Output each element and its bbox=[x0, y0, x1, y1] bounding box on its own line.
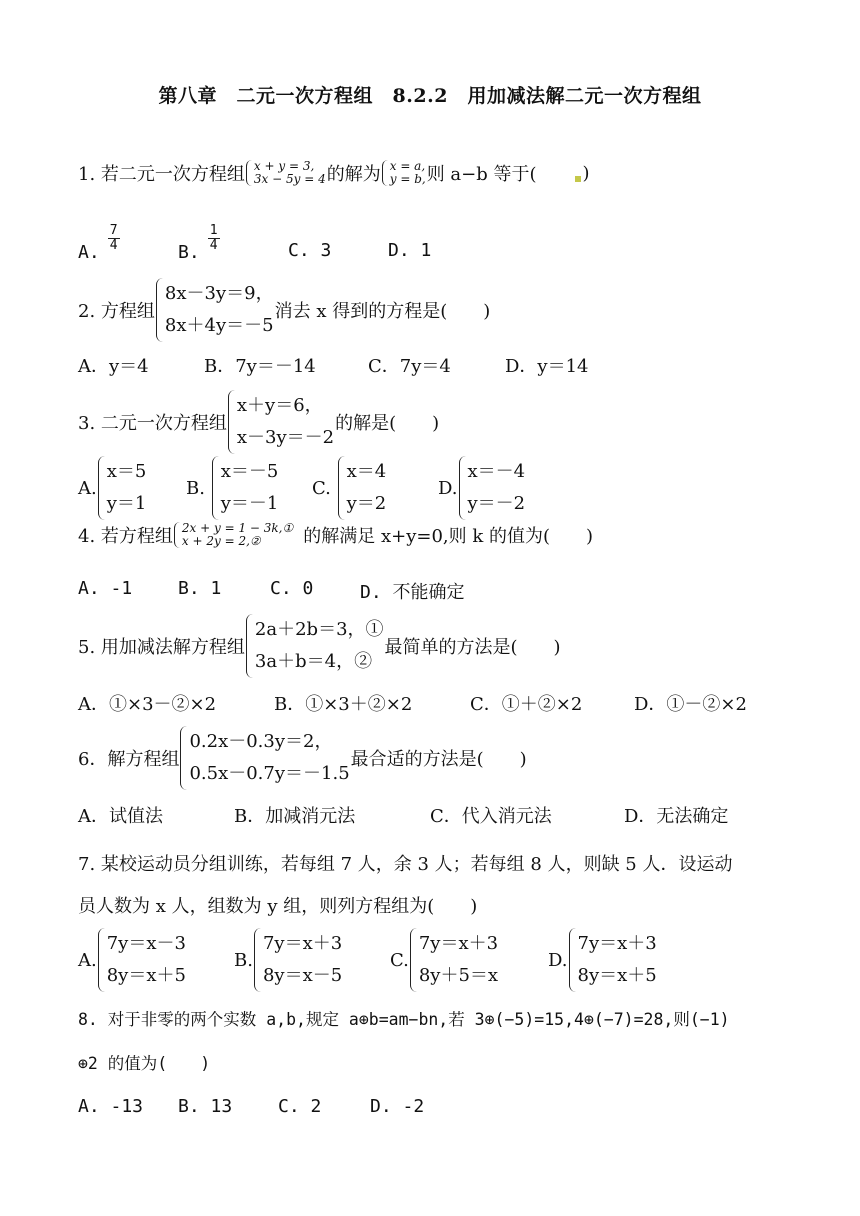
question-8-line-2: ⊕2 的值为( ) bbox=[78, 1054, 211, 1073]
question-6: 6．解方程组 0.2x－0.3y＝2， 0.5x－0.7y＝－1.5 最合适的方法是( ) bbox=[78, 726, 527, 790]
q1-option-b[interactable]: B. $\frac{1}{4}$ bbox=[178, 223, 218, 264]
q7-option-a[interactable]: A. 7y＝x－3 8y＝x＋5 bbox=[78, 928, 187, 992]
q1-eq-1: x + y = 3, bbox=[253, 159, 315, 174]
q4-option-a[interactable]: A. -1 bbox=[78, 578, 133, 599]
q3-option-a[interactable]: A. x＝5 y＝1 bbox=[78, 456, 147, 520]
q7-option-b[interactable]: B. 7y＝x＋3 8y＝x－5 bbox=[234, 928, 343, 992]
q6-option-d[interactable]: D．无法确定 bbox=[624, 806, 729, 827]
q5-option-b[interactable]: B．①×3＋②×2 bbox=[274, 694, 413, 715]
q1-option-a[interactable]: A. $\frac{7}{4}$ bbox=[78, 223, 118, 264]
q1-eq-2: 3x − 5y = 4 bbox=[253, 172, 326, 186]
q2-option-d[interactable]: D．y＝14 bbox=[505, 356, 589, 377]
q1-sol-2: y = b, bbox=[389, 172, 426, 186]
question-4: 4. 若方程组 2x + y = 1 − 3k,① x + 2y = 2,② 的解满足 x+y=0,则 k 的值为( ) bbox=[78, 521, 594, 548]
q8-option-c[interactable]: C. 2 bbox=[278, 1096, 322, 1117]
q4-option-d[interactable]: D. 不能确定 bbox=[360, 582, 465, 603]
q2-option-c[interactable]: C．7y＝4 bbox=[368, 356, 451, 377]
q3-equation-system: x＋y＝6， x－3y＝－2 bbox=[228, 390, 334, 454]
q2-option-b[interactable]: B．7y＝－14 bbox=[204, 356, 316, 377]
q1-prefix: 1. 若二元一次方程组 bbox=[78, 164, 245, 185]
q6-equation-system: 0.2x－0.3y＝2， 0.5x－0.7y＝－1.5 bbox=[180, 726, 349, 790]
q4-option-c[interactable]: C. 0 bbox=[270, 578, 314, 599]
question-2: 2. 方程组 8x－3y＝9， 8x＋4y＝－5 消去 x 得到的方程是( ) bbox=[78, 278, 490, 342]
fraction: $\frac{1}{4}$ bbox=[209, 223, 218, 254]
question-3: 3. 二元一次方程组 x＋y＝6， x－3y＝－2 的解是( ) bbox=[78, 390, 439, 454]
q1-solution-system bbox=[382, 160, 426, 185]
q5-equation-system: 2a＋2b＝3，① 3a＋b＝4，② bbox=[246, 614, 384, 678]
page-title: 第八章 二元一次方程组 8.2.2 用加减法解二元一次方程组 bbox=[158, 85, 702, 107]
q7-option-c[interactable]: C. 7y＝x＋3 8y＋5＝x bbox=[390, 928, 499, 992]
question-5: 5. 用加减法解方程组 2a＋2b＝3，① 3a＋b＝4，② 最简单的方法是( ) bbox=[78, 614, 561, 678]
question-1 bbox=[78, 160, 590, 186]
q1-option-c[interactable]: C. 3 bbox=[288, 240, 332, 261]
question-7-line-1: 7. 某校运动员分组训练，若每组 7 人，余 3 人；若每组 8 人，则缺 5 人．设运动 bbox=[78, 854, 733, 875]
fraction: $\frac{7}{4}$ bbox=[109, 223, 118, 254]
question-8-line-1: 8. 对于非零的两个实数 a,b,规定 a⊕b=am−bn,若 3⊕(−5)=15,4⊕(−7)=28,则(−1) bbox=[78, 1010, 730, 1029]
q3-option-c[interactable]: C. x＝4 y＝2 bbox=[312, 456, 387, 520]
q8-option-a[interactable]: A. -13 bbox=[78, 1096, 144, 1117]
q7-option-d[interactable]: D. 7y＝x＋3 8y＝x＋5 bbox=[548, 928, 658, 992]
q3-option-d[interactable]: D. x＝－4 y＝－2 bbox=[438, 456, 526, 520]
question-7-line-2: 员人数为 x 人，组数为 y 组，则列方程组为( ) bbox=[78, 896, 478, 917]
q1-mid: 的解为 bbox=[326, 164, 381, 185]
q3-option-b[interactable]: B. x＝－5 y＝－1 bbox=[186, 456, 279, 520]
q4-option-b[interactable]: B. 1 bbox=[178, 578, 222, 599]
q5-option-c[interactable]: C．①＋②×2 bbox=[470, 694, 583, 715]
q1-sol-1: x = a, bbox=[389, 159, 426, 174]
q1-suffix: 则 a−b 等于( bbox=[426, 164, 537, 185]
q5-option-d[interactable]: D．①－②×2 bbox=[634, 694, 747, 715]
q5-option-a[interactable]: A．①×3－②×2 bbox=[78, 694, 217, 715]
q6-option-c[interactable]: C．代入消元法 bbox=[430, 806, 552, 827]
q6-option-a[interactable]: A．试值法 bbox=[78, 806, 163, 827]
q2-option-a[interactable]: A．y＝4 bbox=[78, 356, 149, 377]
q8-option-d[interactable]: D. -2 bbox=[370, 1096, 425, 1117]
q2-equation-system: 8x－3y＝9， 8x＋4y＝－5 bbox=[156, 278, 274, 342]
q8-option-b[interactable]: B. 13 bbox=[178, 1096, 233, 1117]
q6-option-b[interactable]: B．加减消元法 bbox=[234, 806, 356, 827]
q1-suffix-end: ) bbox=[582, 162, 590, 184]
q4-equation-system: 2x + y = 1 − 3k,① x + 2y = 2,② bbox=[174, 522, 293, 547]
q1-equation-system bbox=[246, 160, 326, 185]
q1-option-d[interactable]: D. 1 bbox=[388, 240, 432, 261]
highlight-mark bbox=[575, 176, 581, 182]
